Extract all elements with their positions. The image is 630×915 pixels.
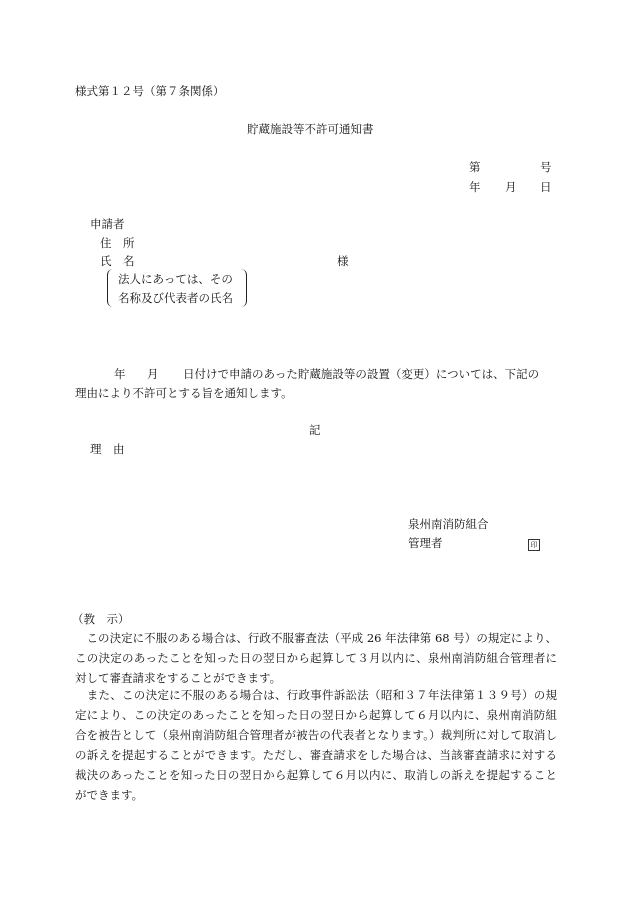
issuer-org: 泉州南消防組合 <box>408 517 489 531</box>
date-day: 日 <box>540 180 552 194</box>
body-line1: 日付けで申請のあった貯蔵施設等の設置（変更）については、下記の <box>183 367 540 381</box>
address-label: 住 所 <box>100 236 135 250</box>
corporate-note-line1: 法人にあっては、その <box>118 272 233 286</box>
honorific: 様 <box>337 254 349 268</box>
body-date-year: 年 <box>114 367 126 381</box>
applicant-heading: 申請者 <box>90 217 125 231</box>
reason-label: 理 由 <box>90 442 125 456</box>
doc-number-suffix: 号 <box>540 160 552 174</box>
name-label: 氏 名 <box>100 254 135 268</box>
date-year: 年 <box>469 180 481 194</box>
notice-paragraph-2: また、この決定に不服のある場合は、行政事件訴訟法（昭和３７年法律第１３９号）の規定により、この決定のあったことを知った日の翌日から起算して６月以内に、泉州南消防組合を被告として（泉州南消防組合管理者が被告の代表者となります。）裁判所に対して取消しの訴えを提起することができます。ただし、審査請求をした場合は、当該審査請求に対する裁決のあったことを知った日の翌日から起算して６月以内に、取消しの訴えを提起することができます。 <box>75 688 557 802</box>
notice-heading: （教 示） <box>72 612 130 626</box>
notice-paragraph-1: この決定に不服のある場合は、行政不服審査法（平成 26 年法律第 68 号）の規定により、この決定のあったことを知った日の翌日から起算して３月以内に、泉州南消防組合管理者に対して審査請求をすることができます。 <box>75 631 557 685</box>
issuer-manager: 管理者 <box>408 536 443 550</box>
body-date-month: 月 <box>147 367 159 381</box>
ki-heading: 記 <box>309 423 321 437</box>
date-month: 月 <box>505 180 517 194</box>
doc-number-prefix: 第 <box>469 160 481 174</box>
form-number: 様式第１２号（第７条関係） <box>75 84 225 98</box>
document-title: 貯蔵施設等不許可通知書 <box>247 122 374 136</box>
corporate-note-line2: 名称及び代表者の氏名 <box>118 291 233 305</box>
body-line2: 理由により不許可とする旨を通知します。 <box>75 386 293 400</box>
seal-mark: 印 <box>528 539 540 551</box>
